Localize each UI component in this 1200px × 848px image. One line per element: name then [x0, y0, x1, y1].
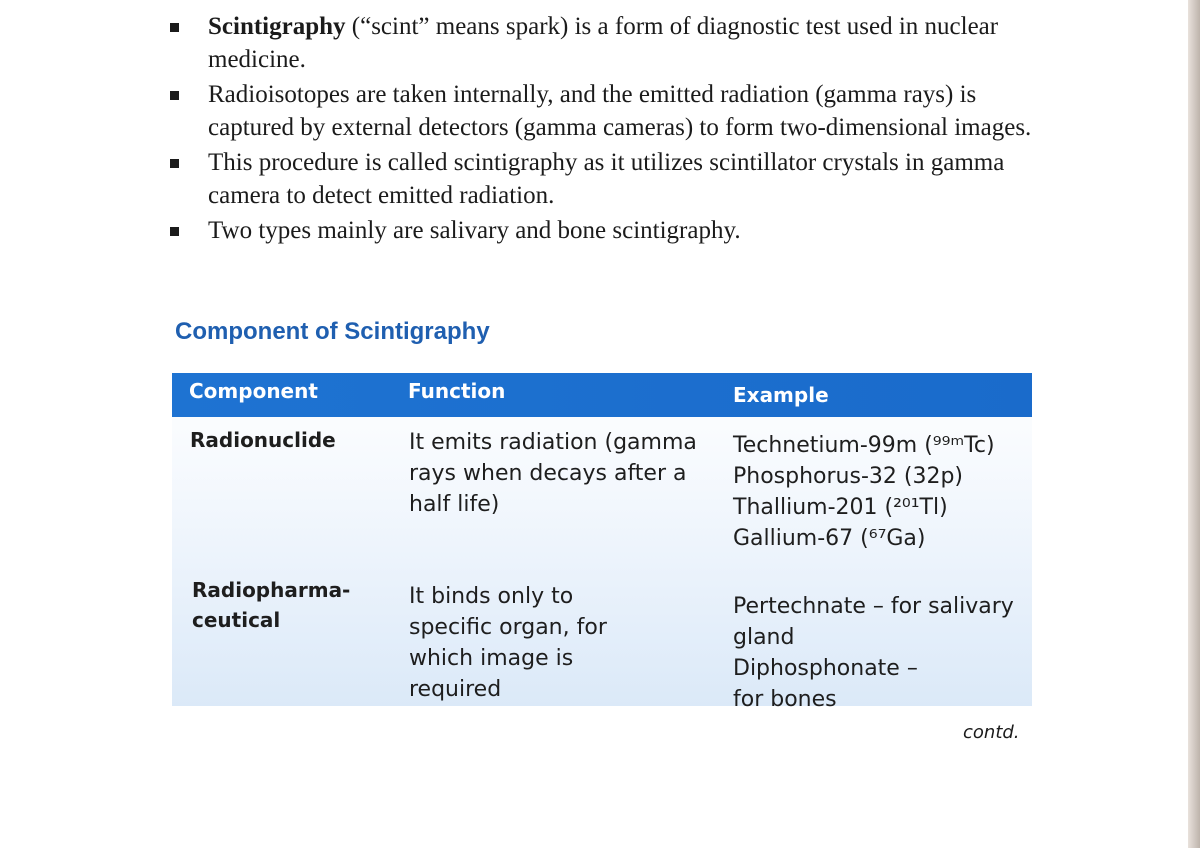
cell-line: rays when decays after a	[409, 461, 687, 486]
cell-line: for bones	[733, 687, 837, 712]
bullet-item	[168, 214, 1038, 247]
cell-line: Technetium-99m (⁹⁹ᵐTc)	[733, 433, 995, 458]
continued-note: contd.	[963, 722, 1020, 743]
header-component: Component	[189, 379, 318, 403]
header-example: Example	[733, 383, 829, 407]
bullet-text: Radioisotopes are taken internally, and the emitted radiation (gamma rays) is captured by external detectors (gamma cameras) to form two-dimensional images.	[208, 81, 1032, 141]
component-table	[172, 373, 1032, 712]
cell-line: required	[409, 677, 502, 702]
cell-line: Diphosphonate –	[733, 656, 918, 681]
cell-line: ceutical	[192, 608, 281, 632]
row1-example	[733, 430, 995, 554]
table-header	[172, 373, 1032, 417]
row2-function	[409, 581, 607, 705]
square-bullet-icon	[170, 159, 179, 168]
cell-line: Radionuclide	[190, 428, 336, 452]
section-title: Component of Scintigraphy	[175, 318, 490, 345]
bullet-text: This procedure is called scintigraphy as it utilizes scintillator crystals in gamma camera to detect emitted radiation.	[208, 149, 1005, 209]
bullet-text: Two types mainly are salivary and bone scintigraphy.	[208, 217, 741, 244]
bullet-item	[168, 146, 1038, 212]
cell-line: Gallium-67 (⁶⁷Ga)	[733, 526, 926, 551]
page-edge	[1188, 0, 1200, 848]
bullet-list	[168, 10, 1038, 249]
square-bullet-icon	[170, 23, 179, 32]
bullet-item	[168, 78, 1038, 144]
cell-line: Pertechnate – for salivary	[733, 594, 1014, 619]
cell-line: which image is	[409, 646, 574, 671]
row1-function	[409, 427, 697, 520]
cell-line: gland	[733, 625, 795, 650]
cell-line: specific organ, for	[409, 615, 607, 640]
bullet-term: Scintigraphy	[208, 13, 346, 40]
bullet-item	[168, 10, 1038, 76]
header-function: Function	[408, 379, 506, 403]
square-bullet-icon	[170, 227, 179, 236]
row2-component	[192, 575, 350, 635]
cell-line: It binds only to	[409, 584, 574, 609]
cell-line: Radiopharma-	[192, 578, 351, 602]
cell-line: Thallium-201 (²⁰¹Tl)	[733, 495, 948, 520]
row2-example	[733, 591, 1014, 715]
cell-line: It emits radiation (gamma	[409, 430, 697, 455]
row1-component	[190, 425, 336, 455]
square-bullet-icon	[170, 91, 179, 100]
cell-line: Phosphorus-32 (32p)	[733, 464, 964, 489]
bullet-text: (“scint” means spark) is a form of diagnostic test used in nuclear medicine.	[208, 13, 999, 73]
cell-line: half life)	[409, 492, 500, 517]
